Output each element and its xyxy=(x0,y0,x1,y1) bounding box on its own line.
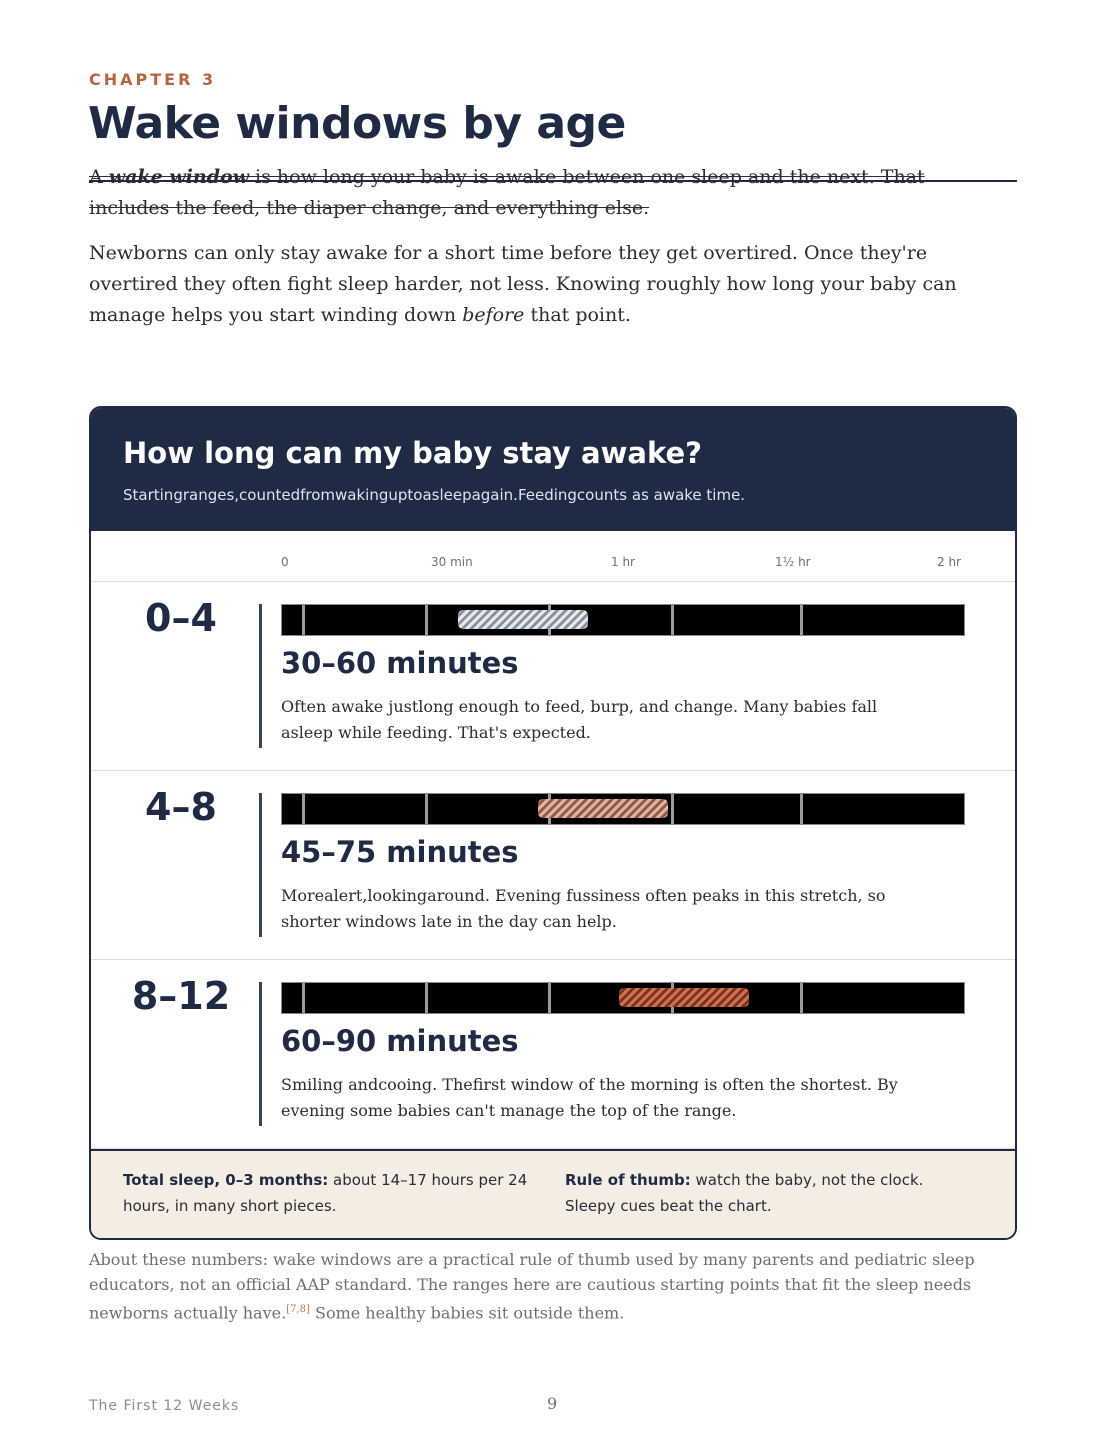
range-bar-track xyxy=(281,793,965,825)
intro-paragraph-2: Newborns can only stay awake for a short time before they get overtired. Once they're overtired they often fight sleep harder, not less. Knowing roughly how long your baby can manage helps you start winding down before that point. xyxy=(89,242,957,326)
row-note: Smiling andcooing. Thefirst window of the morning is often the shortest. By evening some babies can't manage the top of the range. xyxy=(281,1075,898,1120)
bar-gridline xyxy=(548,983,551,1013)
bar-gridline xyxy=(800,605,803,635)
age-label: 4–8 xyxy=(145,785,217,829)
row-divider xyxy=(259,604,262,748)
axis-tick-label: 1½ hr xyxy=(775,555,811,569)
bar-gridline xyxy=(800,983,803,1013)
row-note: Often awake justlong enough to feed, burp, and change. Many babies fall asleep while feeding. That's expected. xyxy=(281,697,878,742)
wake-range-fill xyxy=(458,610,588,629)
card-title: How long can my baby stay awake? xyxy=(123,436,702,470)
bar-gridline xyxy=(425,794,428,824)
axis-tick-label: 30 min xyxy=(431,555,473,569)
rule-of-thumb-note: Rule of thumb: watch the baby, not the clock. Sleepy cues beat the chart. xyxy=(565,1171,924,1215)
range-label: 45–75 minutes xyxy=(281,835,519,869)
card-header xyxy=(91,408,1015,531)
bar-gridline xyxy=(671,605,674,635)
wake-window-card xyxy=(89,406,1017,1240)
chapter-label: CHAPTER 3 xyxy=(89,70,217,89)
struck-text: A wake window is how long your baby is awake between one sleep and the next. That includes the feed, the diaper change, and everything else. xyxy=(89,166,925,219)
bar-gridline xyxy=(425,605,428,635)
citation[interactable]: [7,8] xyxy=(286,1304,310,1315)
axis-tick-label: 2 hr xyxy=(937,555,961,569)
term-wake-window: wake window xyxy=(108,166,250,188)
axis-tick-label: 1 hr xyxy=(611,555,635,569)
book-title-footer: The First 12 Weeks xyxy=(89,1398,240,1414)
age-row xyxy=(91,960,1015,1149)
range-label: 60–90 minutes xyxy=(281,1024,519,1058)
range-bar-track xyxy=(281,604,965,636)
intro-text xyxy=(89,162,989,345)
age-label: 0–4 xyxy=(145,596,217,640)
axis-tick-label: 0 xyxy=(281,555,289,569)
row-divider xyxy=(259,982,262,1126)
row-note: Morealert,lookingaround. Evening fussiness often peaks in this stretch, so shorter windows late in the day can help. xyxy=(281,886,886,931)
range-label: 30–60 minutes xyxy=(281,646,519,680)
bar-gridline xyxy=(800,794,803,824)
row-divider xyxy=(259,793,262,937)
age-row xyxy=(91,771,1015,960)
bar-gridline xyxy=(302,983,305,1013)
card-footer xyxy=(91,1149,1015,1238)
intro-paragraph-1 xyxy=(89,162,989,224)
range-bar-track xyxy=(281,982,965,1014)
emphasis-before: before xyxy=(462,304,525,326)
age-label: 8–12 xyxy=(131,974,231,1018)
bar-gridline xyxy=(425,983,428,1013)
page-number: 9 xyxy=(547,1394,558,1413)
bar-gridline xyxy=(671,794,674,824)
page-title: Wake windows by age xyxy=(88,98,626,149)
about-numbers-note: About these numbers: wake windows are a practical rule of thumb used by many parents and pediatric sleep educators, not an official AAP standard. The ranges here are cautious starting points that fit the sleep needs newborns actually have.[7,8] Some healthy babies sit outside them. xyxy=(89,1250,975,1323)
bar-gridline xyxy=(302,794,305,824)
wake-range-fill xyxy=(619,988,749,1007)
age-row xyxy=(91,582,1015,771)
total-sleep-note: Total sleep, 0–3 months: about 14–17 hours per 24 hours, in many short pieces. xyxy=(123,1171,528,1215)
time-axis xyxy=(91,531,1015,582)
wake-range-fill xyxy=(538,799,668,818)
bar-gridline xyxy=(302,605,305,635)
card-subtitle: Startingranges,countedfromwakinguptoasleepagain.Feedingcounts as awake time. xyxy=(123,486,746,504)
